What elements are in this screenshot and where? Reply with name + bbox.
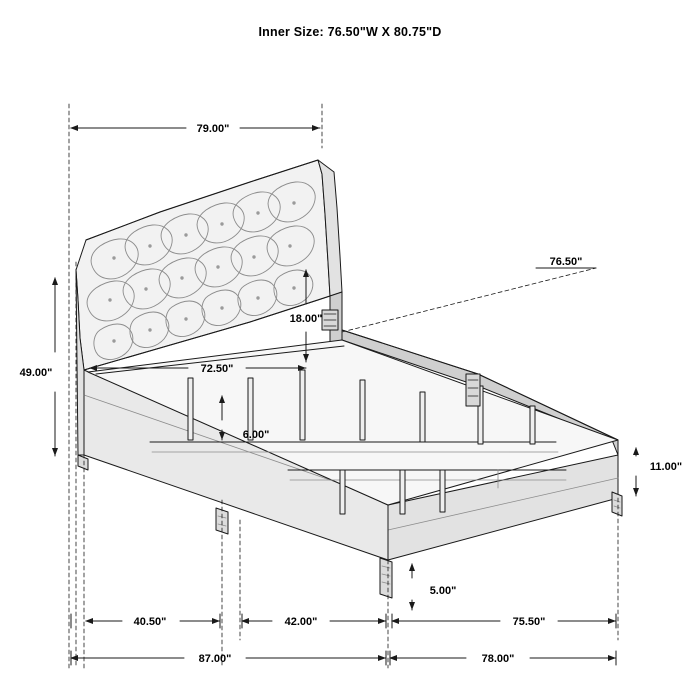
dim-baseline-left: 87.00" <box>198 653 232 665</box>
dim-bottom-right: 75.50" <box>512 616 546 628</box>
page-title: Inner Size: 76.50"W X 80.75"D <box>258 25 442 39</box>
dim-leg-height: 5.00" <box>429 585 457 597</box>
dim-headboard-height: 49.00" <box>19 367 53 379</box>
dim-top-width: 79.00" <box>196 123 230 135</box>
dim-panel-height: 18.00" <box>289 313 323 325</box>
dim-bottom-left: 40.50" <box>133 616 167 628</box>
dim-baseline-right: 78.00" <box>481 653 515 665</box>
bed-frame <box>78 310 622 598</box>
dim-slat-clearance: 6.00" <box>242 429 270 441</box>
dim-support-width: 72.50" <box>200 363 234 375</box>
dim-depth-callout: 76.50" <box>549 256 583 268</box>
dim-rail-depth: 11.00" <box>649 461 683 473</box>
dim-bottom-mid: 42.00" <box>284 616 318 628</box>
